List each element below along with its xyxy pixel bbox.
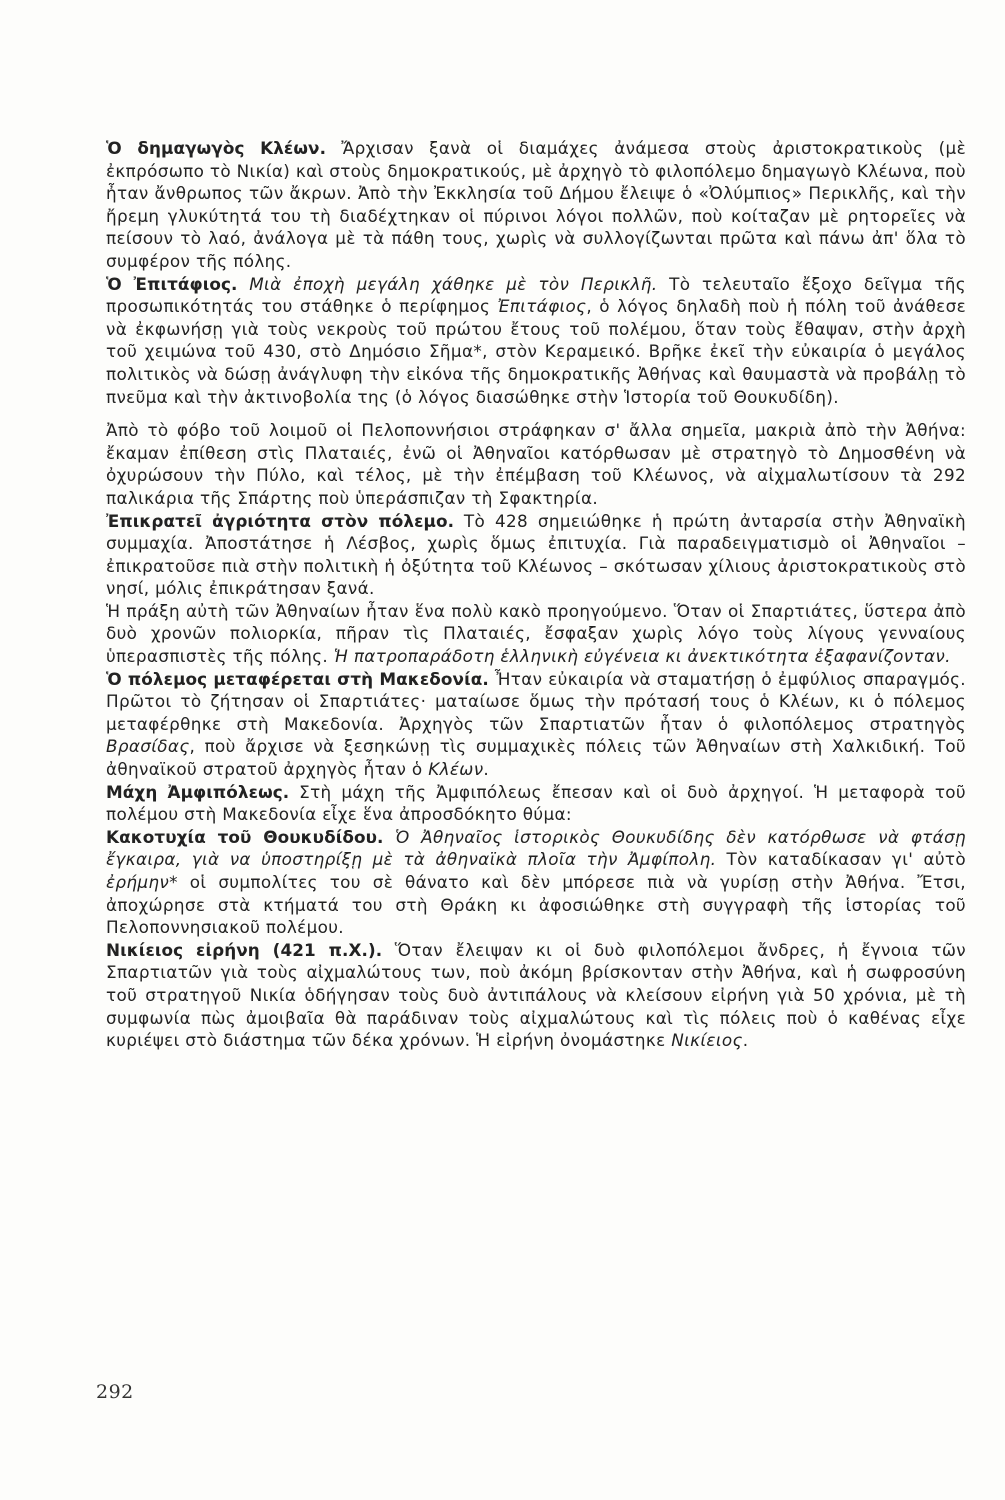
paragraph-heading: Μάχη Ἀμφιπόλεως.	[106, 781, 290, 802]
paragraph-heading: Ὁ δημαγωγὸς Κλέων.	[106, 138, 327, 158]
paragraph	[106, 273, 966, 409]
italic-text: Κλέων	[428, 759, 484, 780]
paragraph-heading: Νικίειος εἰρήνη (421 π.Χ.).	[106, 939, 383, 960]
body-text: , ποὺ ἄρχισε νὰ ξεσηκώνῃ τὶς συμμαχικὲς πόλεις τῶν Ἀθηναίων στὴ Χαλκιδική. Τοῦ ἀθηναϊκοῦ στρατοῦ ἀρχηγὸς ἦταν ὁ	[106, 736, 966, 780]
page-number: 292	[96, 1381, 134, 1403]
body-text: Ἡ πράξη αὐτὴ τῶν Ἀθηναίων ἦταν ἕνα πολὺ κακὸ προηγούμενο. Ὅταν οἱ Σπαρτιάτες, ὕστερα ἀπὸ δυὸ χρονῶν πολιορκία, πῆραν τὶς Πλαταιές, ἔσφαξαν χωρὶς λόγο τοὺς λίγους γενναίους ὑπερασπιστὲς τῆς πόλης.	[106, 600, 966, 667]
body-text: .	[483, 759, 490, 780]
body-text: Τὸ 428 σημειώθηκε ἡ πρώτη ἀνταρσία στὴν Ἀθηναϊκὴ συμμαχία. Ἀποστάτησε ἡ Λέσβος, χωρὶς ὅμως ἐπιτυχία. Γιὰ παραδειγματισμὸ οἱ Ἀθηναῖοι – ἐπικρατοῦσε πιὰ στὴν πολιτικὴ ἡ ὀξύτητα τοῦ Κλέωνος – σκότωσαν χίλιους ἀριστοκρατικοὺς στὸ νησί, μόλις ἐπικράτησαν ξανά.	[106, 510, 966, 599]
italic-text: Ἐπιτάφιος	[497, 296, 587, 317]
body-text: , ὁ λόγος δηλαδὴ ποὺ ἡ πόλη τοῦ ἀνάθεσε νὰ ἐκφωνήσῃ γιὰ τοὺς νεκροὺς τοῦ πρώτου ἔτους τοῦ πολέμου, ὅταν τοὺς ἔθαψαν, στὴν ἀρχὴ τοῦ χειμώνα τοῦ 430, στὸ Δημόσιο Σῆμα*, στὸν Κεραμεικό. Βρῆκε ἐκεῖ τὴν εὐκαιρία ὁ μεγάλος πολιτικὸς νὰ δώσῃ ἀνάγλυφη τὴν εἰκόνα τῆς δημοκρατικῆς Ἀθήνας καὶ θαυμαστὰ νὰ προβάλῃ τὸ πνεῦμα καὶ τὴν ἀκτινοβολία της (ὁ λόγος διασώθηκε στὴν Ἱστορία τοῦ Θουκυδίδη).	[106, 296, 966, 407]
paragraph	[106, 137, 966, 273]
paragraph	[106, 939, 966, 1052]
body-text: .	[742, 1030, 749, 1051]
page-body	[106, 137, 966, 1052]
body-text: Στὴ μάχη τῆς Ἀμφιπόλεως ἔπεσαν καὶ οἱ δυὸ ἀρχηγοί. Ἡ μεταφορὰ τοῦ πολέμου στὴ Μακεδονία εἶχε ἕνα ἀπροσδόκητο θύμα:	[106, 781, 966, 825]
paragraph-heading: Κακοτυχία τοῦ Θουκυδίδου.	[106, 826, 384, 847]
body-text: Τὸ τελευταῖο ἔξοχο δεῖγμα τῆς προσωπικότητάς του στάθηκε ὁ περίφημος	[106, 273, 966, 317]
body-text: Ὅταν ἔλειψαν κι οἱ δυὸ φιλοπόλεμοι ἄνδρες, ἡ ἔγνοια τῶν Σπαρτιατῶν γιὰ τοὺς αἰχμαλώτους των, ποὺ ἀκόμη βρίσκονταν στὴν Ἀθήνα, καὶ ἡ σωφροσύνη τοῦ στρατηγοῦ Νικία ὁδήγησαν τοὺς δυὸ ἀντιπάλους νὰ κλείσουν εἰρήνη γιὰ 50 χρόνια, μὲ τὴ συμφωνία πὼς ἀμοιβαῖα θὰ παράδιναν τοὺς αἰχμαλώτους καὶ τὶς πόλεις ποὺ ὁ καθένας εἶχε κυριέψει στὸ διάστημα τῶν δέκα χρόνων. Ἡ εἰρήνη ὀνομάστηκε	[106, 939, 966, 1051]
paragraph	[106, 826, 966, 939]
italic-text: Νικίειος	[671, 1030, 743, 1051]
paragraph	[106, 419, 966, 509]
body-text: Ἄρχισαν ξανὰ οἱ διαμάχες ἀνάμεσα στοὺς ἀριστοκρατικοὺς (μὲ ἐκπρόσωπο τὸ Νικία) καὶ στοὺς δημοκρατικούς, μὲ ἀρχηγὸ τὸ φιλοπόλεμο δημαγωγὸ Κλέωνα, ποὺ ἦταν ἄνθρωπος τῶν ἄκρων. Ἀπὸ τὴν Ἐκκλησία τοῦ Δήμου ἔλειψε ὁ «Ὀλύμπιος» Περικλῆς, καὶ τὴν ἤρεμη γλυκύτητά του τὴ διαδέχτηκαν οἱ πύρινοι λόγοι πολλῶν, ποὺ κοίταζαν μὲ ρητορεῖες νὰ πείσουν τὸ λαό, ἀνάλογα μὲ τὰ πάθη τους, χωρὶς νὰ συλλογίζωνται πρῶτα καὶ πάνω ἀπ' ὅλα τὸ συμφέρον τῆς πόλης.	[106, 138, 966, 271]
paragraph-heading: Ὁ Ἐπιτάφιος.	[106, 273, 238, 294]
paragraph	[106, 600, 966, 668]
paragraph-heading: Ὁ πόλεμος μεταφέρεται στὴ Μακεδονία.	[106, 668, 489, 689]
body-text: Τὸν καταδίκασαν γι' αὐτὸ	[716, 849, 966, 870]
paragraph	[106, 781, 966, 826]
paragraph-heading: Ἐπικρατεῖ ἀγριότητα στὸν πόλεμο.	[106, 510, 455, 531]
paragraph	[106, 668, 966, 781]
italic-text: ἐρήμην*	[106, 872, 178, 892]
paragraph	[106, 510, 966, 600]
italic-text: Βρασίδας	[106, 736, 190, 757]
body-text: Ἀπὸ τὸ φόβο τοῦ λοιμοῦ οἱ Πελοποννήσιοι στράφηκαν σ' ἄλλα σημεῖα, μακριὰ ἀπὸ τὴν Ἀθήνα: ἔκαμαν ἐπίθεση στὶς Πλαταιές, ἐνῶ οἱ Ἀθηναῖοι κατόρθωσαν μὲ στρατηγὸ τὸ Δημοσθένη νὰ ὀχυρώσουν τὴν Πύλο, καὶ τέλος, μὲ τὴν ἐπέμβαση τοῦ Κλέωνος, νὰ αἰχμαλωτίσουν τὰ 292 παλικάρια τῆς Σπάρτης ποὺ ὑπεράσπιζαν τὴ Σφακτηρία.	[106, 420, 966, 508]
body-text: Ἦταν εὐκαιρία νὰ σταματήσῃ ὁ ἐμφύλιος σπαραγμός. Πρῶτοι τὸ ζήτησαν οἱ Σπαρτιάτες· ματαίωσε ὅμως τὴν πρότασή τους ὁ Κλέων, κι ὁ πόλεμος μεταφέρθηκε στὴ Μακεδονία. Ἀρχηγὸς τῶν Σπαρτιατῶν ἦταν ὁ φιλοπόλεμος στρατηγὸς	[106, 668, 966, 734]
italic-text: Ὁ Ἀθηναῖος ἱστορικὸς Θουκυδίδης δὲν κατόρθωσε νὰ φτάσῃ ἔγκαιρα, γιὰ να ὑποστηρίξῃ μὲ τὰ ἀθηναϊκὰ πλοῖα τὴν Ἀμφίπολη.	[106, 826, 966, 870]
italic-text: Ἡ πατροπαράδοτη ἑλληνικὴ εὐγένεια κι ἀνεκτικότητα ἐξαφανίζονταν.	[333, 646, 951, 667]
italic-text: Μιὰ ἐποχὴ μεγάλη χάθηκε μὲ τὸν Περικλῆ.	[237, 273, 658, 294]
body-text: οἱ συμπολίτες του σὲ θάνατο καὶ δὲν μπόρεσε πιὰ νὰ γυρίσῃ στὴν Ἀθήνα. Ἔτσι, ἀποχώρησε στὰ κτήματά του στὴ Θράκη κι ἀφοσιώθηκε στὴ συγγραφὴ τῆς ἱστορίας τοῦ Πελοποννησιακοῦ πολέμου.	[106, 872, 966, 938]
